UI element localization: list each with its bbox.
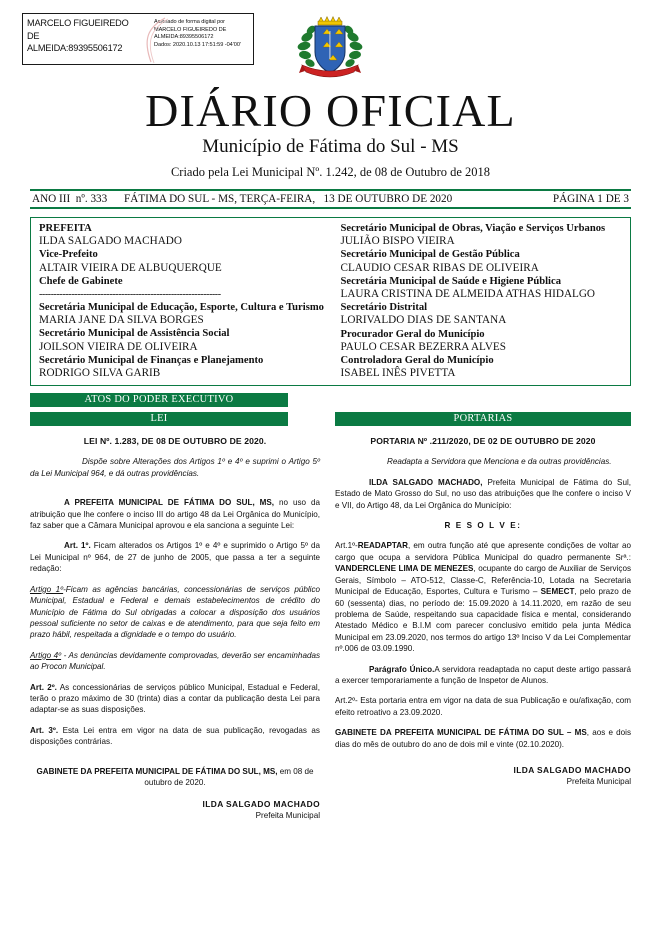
portaria-closing — [335, 727, 631, 750]
official-name: LORIVALDO DIAS DE SANTANA — [340, 314, 507, 327]
lei-preamble — [30, 497, 320, 531]
official-name: RODRIGO SILVA GARIB — [39, 367, 161, 380]
section-bar-portarias: PORTARIAS — [335, 412, 631, 426]
official-name: CLAUDIO CESAR RIBAS DE OLIVEIRA — [340, 261, 539, 274]
masthead-subtitle: Município de Fátima do Sul - MS — [202, 136, 459, 157]
officials-column-right — [331, 222, 631, 380]
lei-preamble-bold: A PREFEITA MUNICIPAL DE FÁTIMA DO SUL, MS, — [64, 498, 275, 508]
official-role: Procurador Geral do Município — [340, 328, 485, 340]
official-role: Secretário Municipal de Assistência Social — [39, 328, 230, 340]
issue-info-left: ANO III nº. 333 FÁTIMA DO SUL - MS, TERÇA-FEIRA, 13 DE OUTUBRO DE 2020 — [32, 193, 453, 205]
lei-preamble-rest: no uso da atribuição que lhe confere o inciso III do artigo 48 da Lei Orgânica do Município, faz saber que a Câmara Municipal aprovou e ela sanciona a seguinte Lei: — [30, 498, 320, 531]
signature-detail-line: Dados: 2020.10.13 17:51:59 -04'00' — [154, 41, 241, 48]
lei-art1-label: Art. 1º. — [64, 541, 91, 551]
portaria-art1-bold3: SEMECT — [540, 587, 575, 597]
lei-closing-bold: GABINETE DA PREFEITA MUNICIPAL DE FÁTIMA DO SUL, MS, — [36, 766, 278, 776]
section-bars-row — [30, 412, 631, 426]
signature-name-block — [23, 14, 149, 64]
body-columns — [30, 435, 631, 821]
portaria-art1-mid: , em outra função até que apresente condições de voltar ao cargo que ocupa a servidora Pública Municipal do quadro permanente Srª.: — [335, 541, 631, 562]
section-bar-executive: ATOS DO PODER EXECUTIVO — [30, 393, 288, 407]
officials-column-left — [31, 222, 331, 380]
official-role: Secretário Municipal de Finanças e Planejamento — [39, 354, 264, 366]
portaria-art1 — [335, 540, 631, 654]
signature-detail-line: MARCELO FIGUEIREDO DE — [154, 26, 227, 33]
lei-artigo1 — [30, 584, 320, 641]
lei-art3-label: Art. 3º. — [30, 725, 59, 735]
lei-artigo4-ref: Artigo 4º — [30, 650, 62, 660]
lei-ementa: Dispõe sobre Alterações dos Artigos 1º e 4º e suprimi o Artigo 5º da Lei Municipal 964, e dá outras providências. — [30, 457, 320, 478]
portaria-signer-name: ILDA SALGADO MACHADO — [513, 764, 631, 775]
portaria-art1-bold2: VANDERCLENE LIMA DE MENEZES — [335, 564, 474, 574]
lei-artigo4 — [30, 650, 320, 673]
official-role: Secretário Municipal de Gestão Pública — [340, 249, 520, 261]
official-role: Secretário Distrital — [340, 302, 428, 314]
official-name: LAURA CRISTINA DE ALMEIDA ATHAS HIDALGO — [340, 288, 596, 301]
official-role: Controladora Geral do Município — [340, 355, 494, 367]
spacer — [30, 488, 320, 497]
official-name: JOILSON VIEIRA DE OLIVEIRA — [39, 340, 198, 353]
lei-closing — [30, 766, 320, 789]
official-role: Secretária Municipal de Saúde e Higiene Pública — [340, 275, 561, 287]
portaria-ementa: Readapta a Servidora que Menciona e da outras providências. — [387, 457, 612, 467]
signature-detail-line: ALMEIDA:89395506172 — [154, 34, 214, 41]
portaria-art1-lead: Art.1º- — [335, 541, 358, 551]
lei-art3 — [30, 725, 320, 748]
portaria-preamble-bold: ILDA SALGADO MACHADO, — [369, 477, 483, 487]
lei-closing-rest: em 08 de outubro de 2020. — [144, 766, 314, 787]
portaria-closing-bold: GABINETE DA PREFEITA MUNICIPAL DE FÁTIMA DO SUL – MS — [335, 728, 587, 738]
lei-art2 — [30, 682, 320, 716]
official-role: Secretária Municipal de Educação, Esporte, Cultura e Turismo — [39, 302, 324, 314]
signature-name-line: MARCELO FIGUEIREDO — [27, 18, 129, 28]
portaria-resolve: R E S O L V E: — [444, 521, 522, 531]
portaria-art1-bold1: READAPTAR — [357, 541, 408, 551]
portaria-art1-mid2: , ocupante do cargo de Auxiliar de Serviços Gerais, Símbolo – ATO-512, Classe-C, Referência-10, Lotada na Secretaria Municipal de Educação, Esportes, Cultura e Turismo – — [335, 564, 631, 597]
masthead-created-by: Criado pela Lei Municipal Nº. 1.242, de 08 de Outubro de 2018 — [170, 165, 491, 179]
spacer — [30, 757, 320, 766]
portaria-paragrafo-bold: Parágrafo Único. — [369, 664, 435, 674]
lei-art1 — [30, 540, 320, 574]
official-role: Chefe de Gabinete — [39, 275, 123, 287]
official-name: ISABEL INÊS PIVETTA — [340, 367, 456, 380]
signature-name-line: ALMEIDA:89395506172 — [27, 43, 123, 53]
signature-name-line: DE — [27, 30, 40, 41]
lei-signer-role: Prefeita Municipal — [255, 811, 320, 821]
section-bar-lei: LEI — [30, 412, 288, 426]
page-title: DIÁRIO OFICIAL — [145, 85, 516, 136]
portaria-title: PORTARIA Nº .211/2020, DE 02 DE OUTUBRO DE 2020 — [370, 436, 596, 447]
lei-artigo4-text: - As denúncias devidamente comprovadas, deverão ser encaminhadas ao Procon Municipal. — [30, 650, 320, 672]
official-role: Vice-Prefeito — [39, 249, 98, 261]
official-role: PREFEITA — [39, 223, 92, 234]
official-role: Secretário Municipal de Obras, Viação e Serviços Urbanos — [340, 223, 606, 234]
officials-box — [30, 217, 631, 386]
portaria-preamble-rest: Prefeita Municipal de Fátima do Sul, Estado de Mato Grosso do Sul, no uso das atribuições que lhe confere o inciso V e VII, do Artigo 48, da Lei Orgânica do Município: — [335, 477, 632, 510]
officials-divider: -------------------------------------------------------------- — [39, 289, 221, 301]
lei-art2-text: As concessionárias de serviços público Municipal, Estadual e Federal, terão o prazo máximo de 30 (trinta) dias a contar da publicação desta Lei para adaptar-se as suas disposições. — [30, 682, 320, 715]
portaria-paragrafo-text: A servidora readaptada no caput deste artigo passará a exercer temporariamente a função de Inspetor de Alunos. — [335, 664, 631, 685]
lei-signer-name: ILDA SALGADO MACHADO — [202, 799, 320, 810]
portaria-signer-role: Prefeita Municipal — [566, 776, 631, 786]
portaria-preamble — [335, 477, 631, 511]
lei-title: LEI Nº. 1.283, DE 08 DE OUTUBRO DE 2020. — [83, 436, 267, 447]
official-name: JULIÃO BISPO VIEIRA — [340, 235, 455, 248]
lei-artigo1-ref: Artigo 1º — [30, 584, 64, 594]
lei-art2-label: Art. 2º. — [30, 682, 57, 692]
page-indicator: PÁGINA 1 DE 3 — [552, 193, 629, 205]
lei-art3-text: Esta Lei entra em vigor na data de sua publicação, revogadas as disposições contrárias. — [30, 725, 320, 747]
portaria-closing-rest: , aos e dois dias do mês de outubro do ano de dois mil e vinte (02.10.2020). — [335, 728, 631, 749]
official-name: PAULO CESAR BEZERRA ALVES — [340, 340, 506, 353]
issue-info-bar — [30, 189, 631, 209]
column-lei — [30, 435, 320, 821]
official-name: ILDA SALGADO MACHADO — [39, 235, 182, 248]
lei-artigo1-text: -Ficam as agências bancárias, concessionárias de serviços público Municipal, Estadual e Federal e demais estabelecimentos de crédito do Município de Fátima do Sul obrigadas a colocar a disposição dos usuários pessoal suficiente no setor de caixas e de atendimento, para que seja feito em prazo hábil, respeitada a dignidade e o tempo do usuário. — [30, 584, 320, 640]
official-name: ALTAIR VIEIRA DE ALBUQUERQUE — [39, 261, 222, 274]
portaria-paragrafo — [335, 664, 631, 687]
portaria-art1-tail: , pelo prazo de 60 (sessenta) dias, no período de: 15.09.2020 à 14.11.2020, em razão de seu problema de Saúde, respeitando sua capacidade física e mental, considerando Atestado Médico e B.I.M com parecer conclusivo emitido pela junta Médica Municipal em 23.09.2020, nos termos do artigo 13º Inciso V da Lei Complementar nº.006 de 03.09.1990. — [335, 587, 631, 654]
official-name: MARIA JANE DA SILVA BORGES — [39, 314, 204, 327]
signature-detail-line: Assinado de forma digital por — [154, 19, 225, 25]
coat-of-arms-icon — [292, 15, 368, 87]
lei-art1-text: Ficam alterados os Artigos 1º e 4º e suprimido o Artigo 5º da Lei Municipal nº 964, de 27 de junho de 2005, que passa a ter a seguinte redação: — [30, 541, 321, 574]
digital-signature-stamp — [22, 13, 254, 65]
column-portarias — [335, 435, 631, 821]
portaria-art2: Art.2º- Esta portaria entra em vigor na data de sua Publicação e ou/afixação, com efeito retroativo a 23.09.2020. — [335, 696, 631, 717]
signature-detail-block — [149, 14, 253, 64]
